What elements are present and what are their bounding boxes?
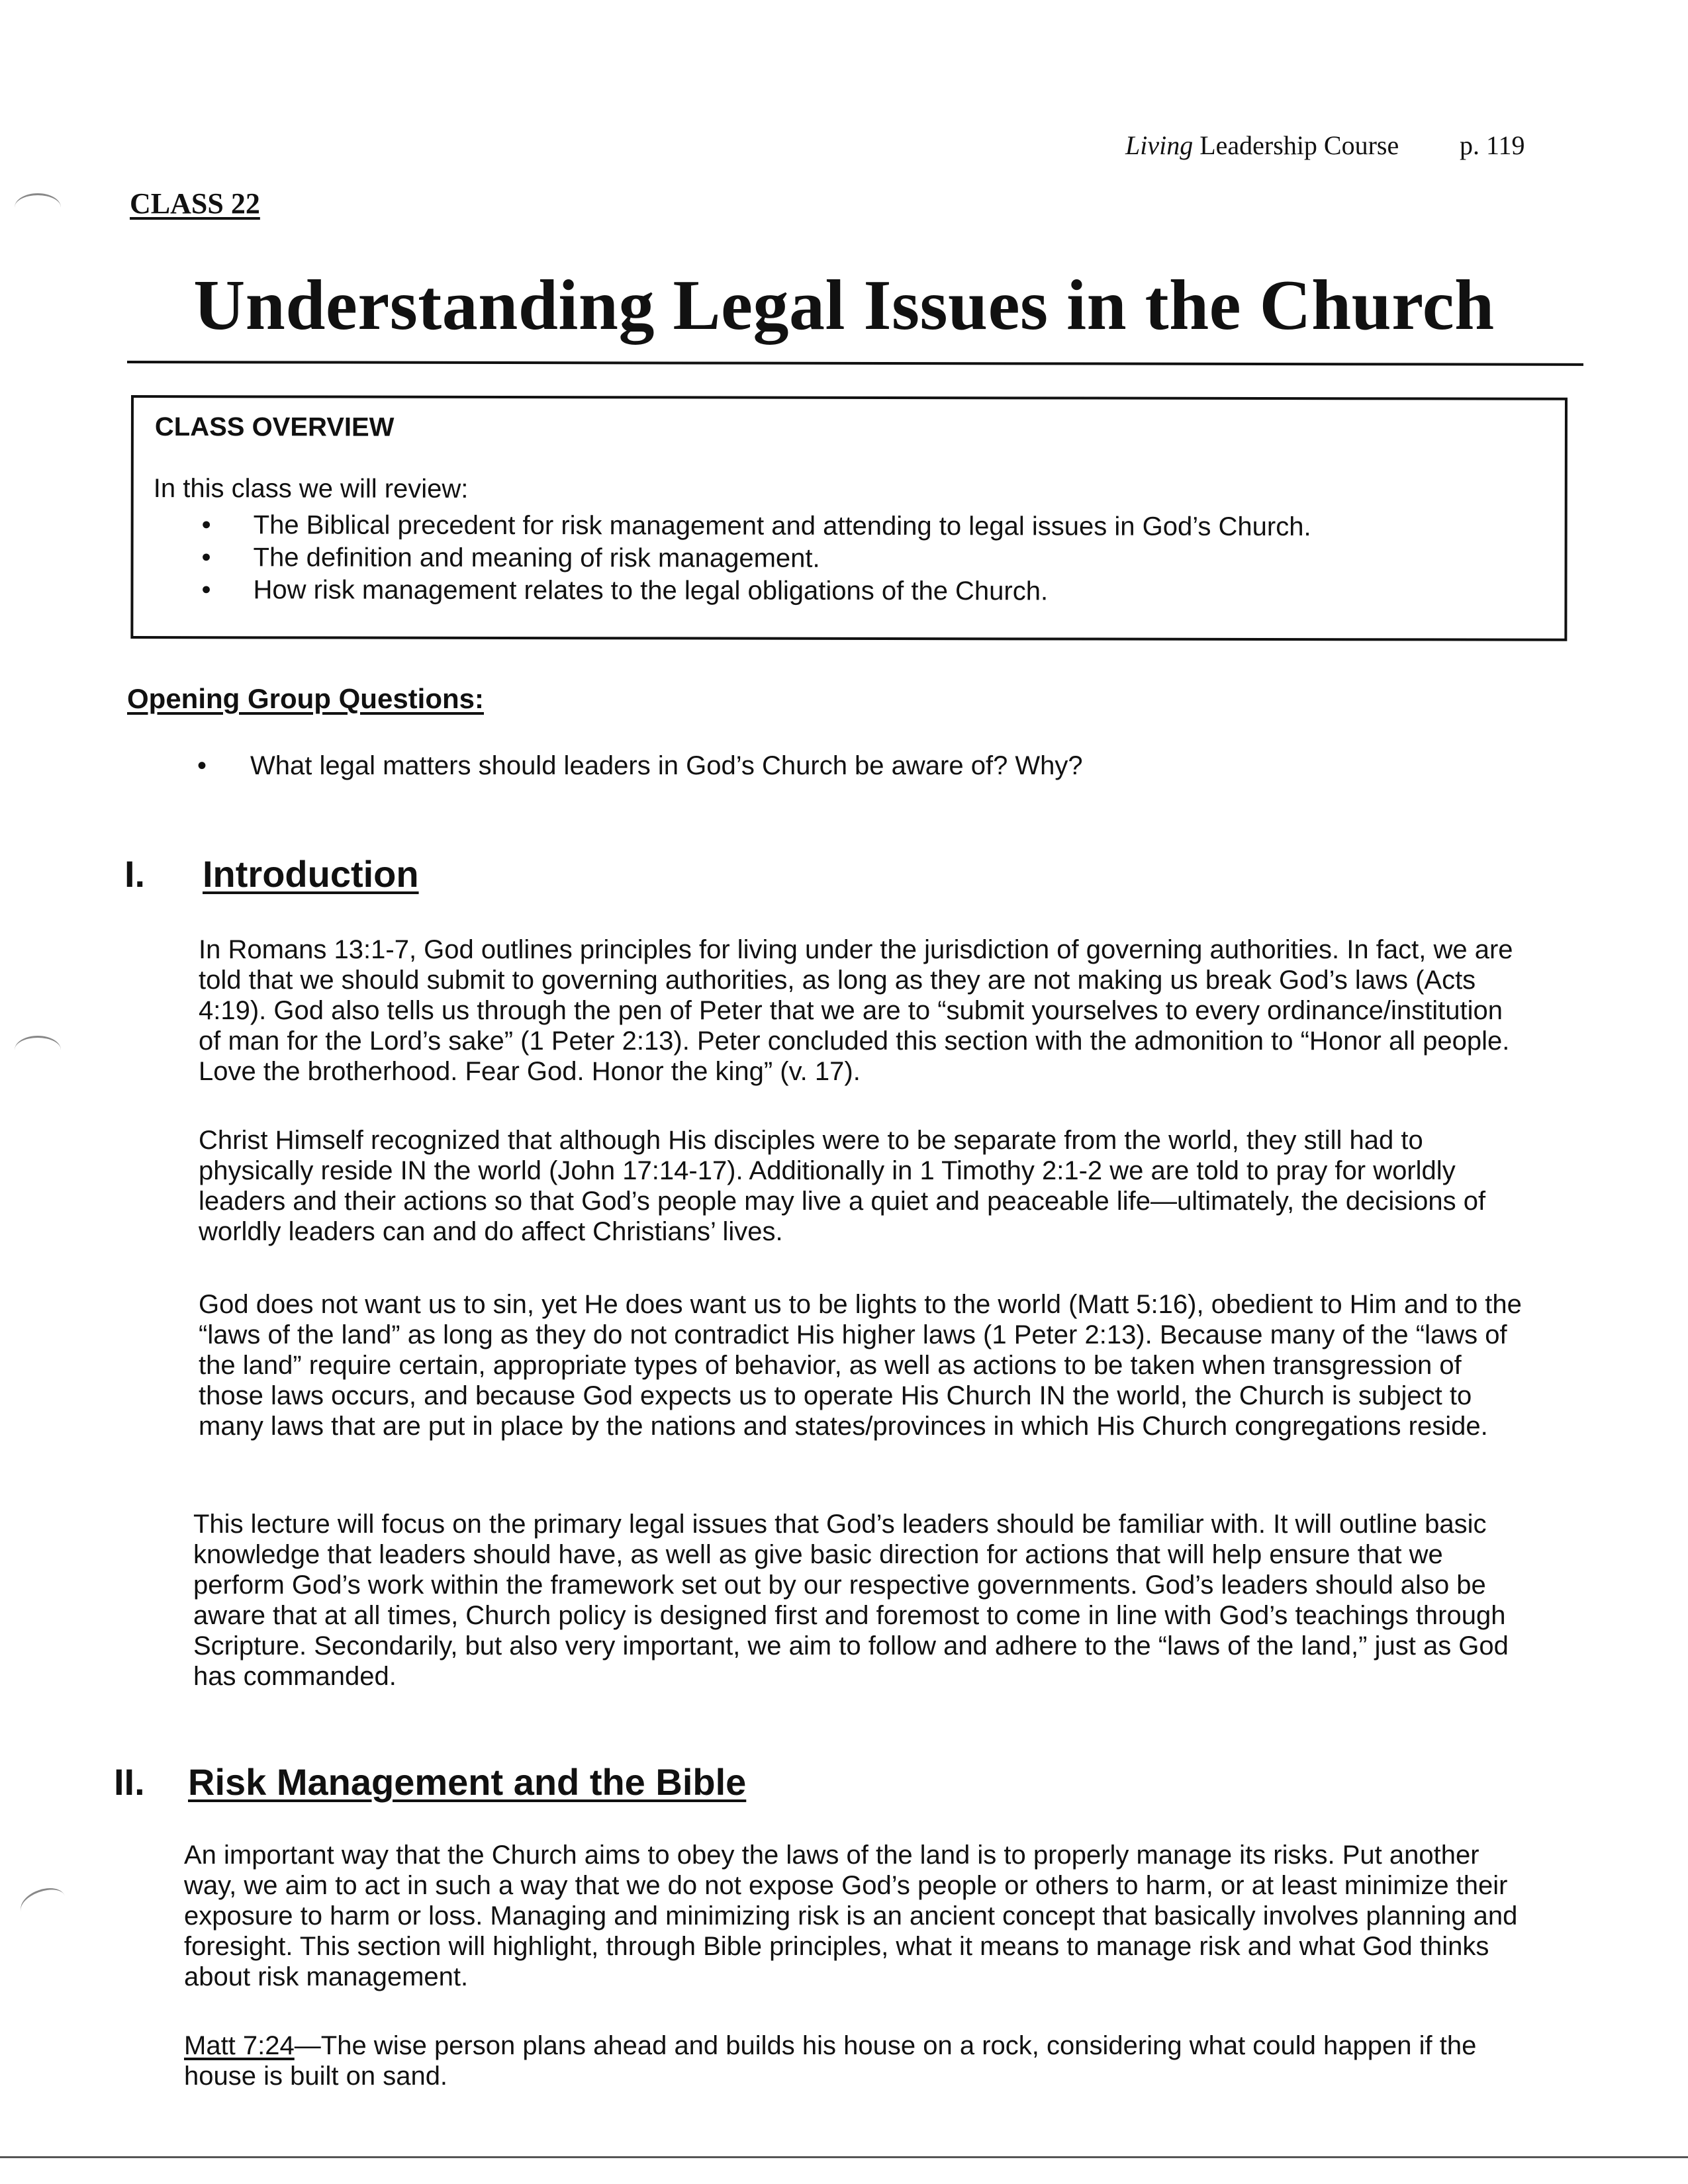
bullet-icon: • [201, 543, 211, 572]
list-item [196, 574, 1311, 608]
paragraph: An important way that the Church aims to obey the laws of the land is to properly manage its risks. Put another way, we aim to act in such a way that we do not expose God’s people or others to harm, or at least minimize their exposure to harm or loss. Managing and minimizing risk is an ancient concept that basically involves planning and foresight. This section will highlight, through Bible principles, what it means to manage risk and what God thinks about risk management. [184, 1841, 1518, 1991]
list-item-text: How risk management relates to the legal obligations of the Church. [253, 575, 1049, 606]
citation-text: —The wise person plans ahead and builds his house on a rock, considering what could happen if the house is built on sand. [184, 2031, 1477, 2091]
citation-paragraph [184, 2030, 1521, 2091]
paragraph: This lecture will focus on the primary legal issues that God’s leaders should be familiar with. It will outline basic knowledge that leaders should have, as well as give basic direction for actions that will help ensure that we perform God’s work within the framework set out by our respective governments. God’s leaders should also be aware that at all times, Church policy is designed first and foremost to come in line with God’s teachings through Scripture. Secondarily, but also very important, we aim to follow and adhere to the “laws of the land,” just as God has commanded. [193, 1510, 1509, 1691]
list-item-text: The Biblical precedent for risk management and attending to legal issues in God’s Church. [253, 510, 1311, 542]
paragraph: In Romans 13:1-7, God outlines principles for living under the jurisdiction of governing authorities. In fact, we are told that we should submit to governing authorities, as long as they are not making us break God’s laws (Acts 4:19). God also tells us through the pen of Peter that we are to “submit yourselves to every ordinance/institution of man for the Lord’s sake” (1 Peter 2:13). Peter concluded this section with the admonition to “Honor all people. Love the brotherhood. Fear God. Honor the king” (v. 17). [199, 935, 1513, 1086]
course-name-italic: Living [1125, 130, 1194, 160]
paragraph: Christ Himself recognized that although His disciples were to be separate from the world, they still had to physically reside IN the world (John 17:14-17). Additionally in 1 Timothy 2:1-2 we are told to pray for worldly leaders and their actions so that God’s people may live a quiet and peaceable life—ultimately, the decisions of worldly leaders can and do affect Christians’ lives. [199, 1126, 1486, 1246]
list-item [197, 509, 1311, 543]
overview-heading: CLASS OVERVIEW [154, 412, 395, 442]
overview-intro: In this class we will review: [153, 474, 469, 504]
overview-list [196, 509, 1311, 608]
page-title: Understanding Legal Issues in the Church [193, 266, 1495, 345]
list-item [197, 541, 1311, 576]
bullet-icon: • [201, 575, 211, 605]
margin-mark [17, 1882, 70, 1925]
title-divider [127, 361, 1583, 366]
course-name: Leadership Course [1193, 130, 1399, 160]
bullet-icon: • [201, 510, 211, 540]
scripture-reference: Matt 7:24 [184, 2031, 295, 2060]
paragraph: God does not want us to sin, yet He does want us to be lights to the world (Matt 5:16), obedient to Him and to the “laws of the land” as long as they do not contradict His higher laws (1 Peter 2:13). Because many of the “laws of the land” require certain, appropriate types of behavior, as well as actions to be taken when transgression of those laws occurs, and because God expects us to operate His Church IN the world, the Church is subject to many laws that are put in place by the nations and states/provinces in which His Church congregations reside. [199, 1290, 1522, 1441]
section-numeral: I. [124, 853, 146, 895]
list-item-text: The definition and meaning of risk management. [253, 543, 820, 573]
opening-questions-list [197, 751, 1083, 781]
margin-mark [15, 193, 61, 222]
page-bottom-edge [0, 2156, 1688, 2158]
list-item [197, 751, 1083, 781]
section-title: Introduction [203, 853, 419, 895]
bullet-icon: • [197, 751, 207, 780]
class-overview-box [130, 395, 1568, 641]
class-label: CLASS 22 [130, 187, 260, 220]
list-item-text: What legal matters should leaders in God’s Church be aware of? Why? [250, 751, 1083, 780]
page-number: p. 119 [1460, 130, 1525, 160]
section-title: Risk Management and the Bible [188, 1761, 747, 1803]
margin-mark [15, 1036, 61, 1064]
running-header [1125, 130, 1536, 161]
section-numeral: II. [114, 1761, 145, 1803]
opening-questions-heading: Opening Group Questions: [127, 683, 484, 714]
